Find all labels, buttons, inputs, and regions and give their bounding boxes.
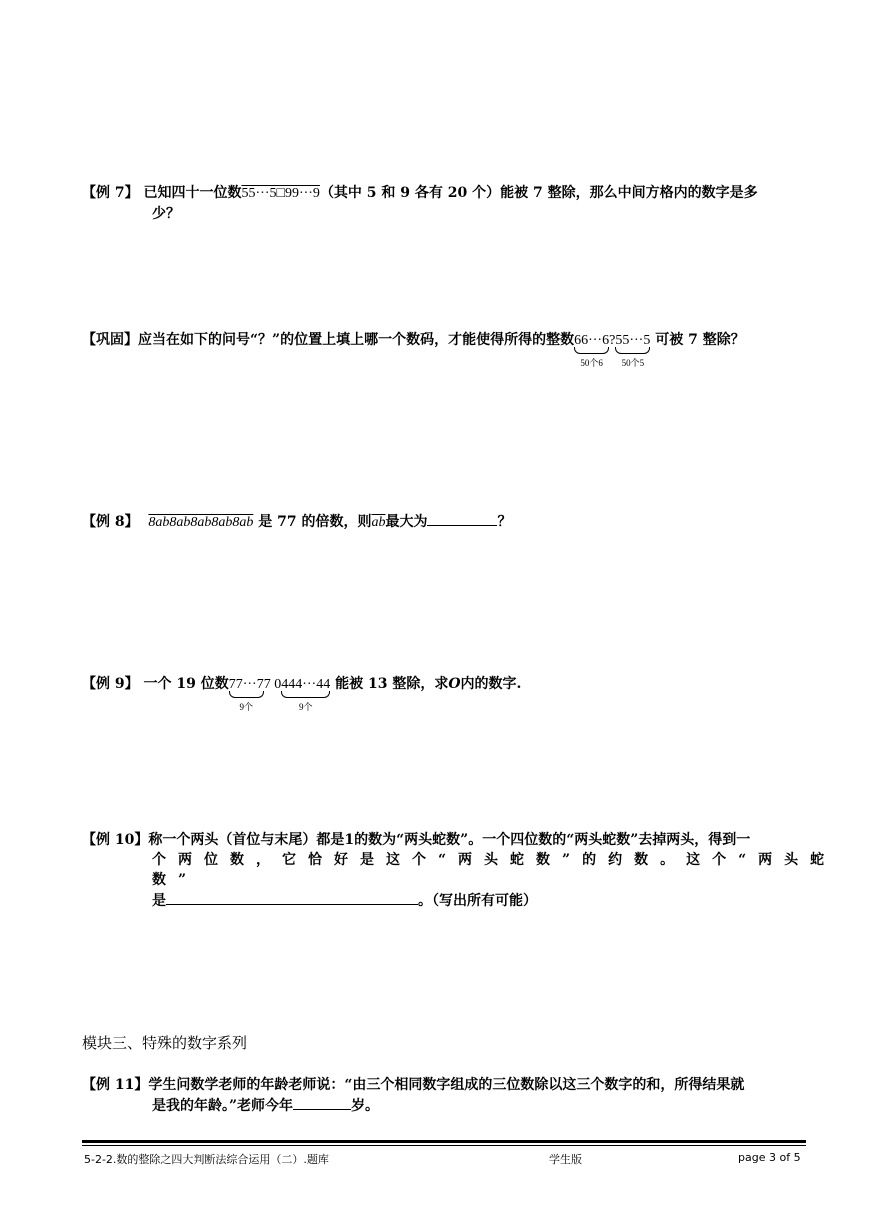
math-number: 55···5□99···9 — [241, 186, 320, 201]
question-tag: 【例 9】 — [82, 676, 139, 692]
math-number-underbrace — [228, 675, 264, 712]
math-number-underbrace — [574, 331, 610, 368]
footer-rule-thin — [82, 1145, 806, 1146]
math-number: 77···7 — [228, 677, 264, 692]
question-text: 岁。 — [351, 1098, 380, 1114]
brace-label: 9个 — [239, 702, 253, 712]
question-text: 一个 19 位数 — [143, 676, 229, 692]
answer-blank[interactable] — [427, 511, 497, 526]
math-number: 8ab8ab8ab8ab8ab — [148, 515, 254, 530]
question-text: 能被 13 整除，求 — [335, 676, 449, 692]
math-number: 7 0 — [263, 677, 282, 692]
question-text: ？ — [497, 514, 512, 530]
question-tag: 【例 8】 — [82, 514, 139, 530]
question-text-line3 — [82, 890, 869, 911]
question-text-line2: 个两位数，它恰好是这个“两头蛇数”的约数。这个“两头蛇数” — [152, 852, 837, 888]
question-text: 学生问数学老师的年龄老师说：“由三个相同数字组成的三位数除以这三个数字的和，所得结果就 — [148, 1077, 745, 1093]
variable: O — [448, 676, 461, 692]
math-number-underbrace — [281, 675, 331, 712]
math-number: 55···5 — [615, 333, 651, 348]
question-text: 称一个两头（首位与末尾）都是1的数为“两头蛇数”。一个四位数的“两头蛇数”去掉两头，得到一 — [148, 832, 751, 848]
brace-label: 50个5 — [621, 358, 645, 368]
brace-label: 50个6 — [580, 358, 603, 368]
question-text: 应当在如下的问号“？”的位置上填上哪一个数码，才能使得所得的整数 — [138, 332, 575, 348]
question-text: 是 — [152, 893, 166, 909]
math-number: $\overline{ab}$ — [371, 515, 386, 530]
question-11 — [82, 1075, 744, 1116]
section-title: 模块三、特殊的数字系列 — [82, 1034, 248, 1052]
question-10 — [82, 830, 869, 911]
question-consolidate — [82, 330, 745, 368]
question-text: 是 77 的倍数，则 — [258, 514, 372, 530]
question-text-line2 — [82, 1095, 744, 1116]
math-number: 444···44 — [281, 677, 331, 692]
question-tag: 【巩固】 — [82, 332, 138, 348]
question-8 — [82, 511, 511, 533]
question-text: 。（写出所有可能） — [418, 893, 537, 909]
question-tag: 【例 7】 — [82, 185, 139, 201]
question-text: 内的数字. — [460, 676, 522, 692]
question-7 — [82, 183, 758, 224]
question-text: （其中 5 和 9 各有 20 个）能被 7 整除，那么中间方格内的数字是多 — [319, 185, 758, 201]
footer-left: 5-2-2.数的整除之四大判断法综合运用（二）.题库 — [84, 1153, 329, 1166]
question-text: 是我的年龄。”老师今年 — [152, 1098, 294, 1114]
footer-center: 学生版 — [549, 1153, 582, 1166]
math-number-underbrace — [615, 331, 651, 368]
question-tag: 【例 11】 — [82, 1077, 149, 1093]
question-tag: 【例 10】 — [82, 832, 149, 848]
question-mark: ? — [609, 333, 616, 348]
question-text: 已知四十一位数 — [143, 185, 242, 201]
question-9 — [82, 674, 522, 712]
footer-right: page 3 of 5 — [738, 1151, 801, 1164]
answer-blank[interactable] — [166, 890, 418, 905]
footer-rule-thick — [82, 1140, 806, 1143]
brace-label: 9个 — [298, 702, 313, 712]
answer-blank[interactable] — [293, 1095, 351, 1110]
question-text-line2: 少？ — [152, 206, 180, 222]
question-text: 最大为 — [385, 514, 428, 530]
math-number: 66···6 — [574, 333, 610, 348]
question-text: 可被 7 整除？ — [655, 332, 745, 348]
